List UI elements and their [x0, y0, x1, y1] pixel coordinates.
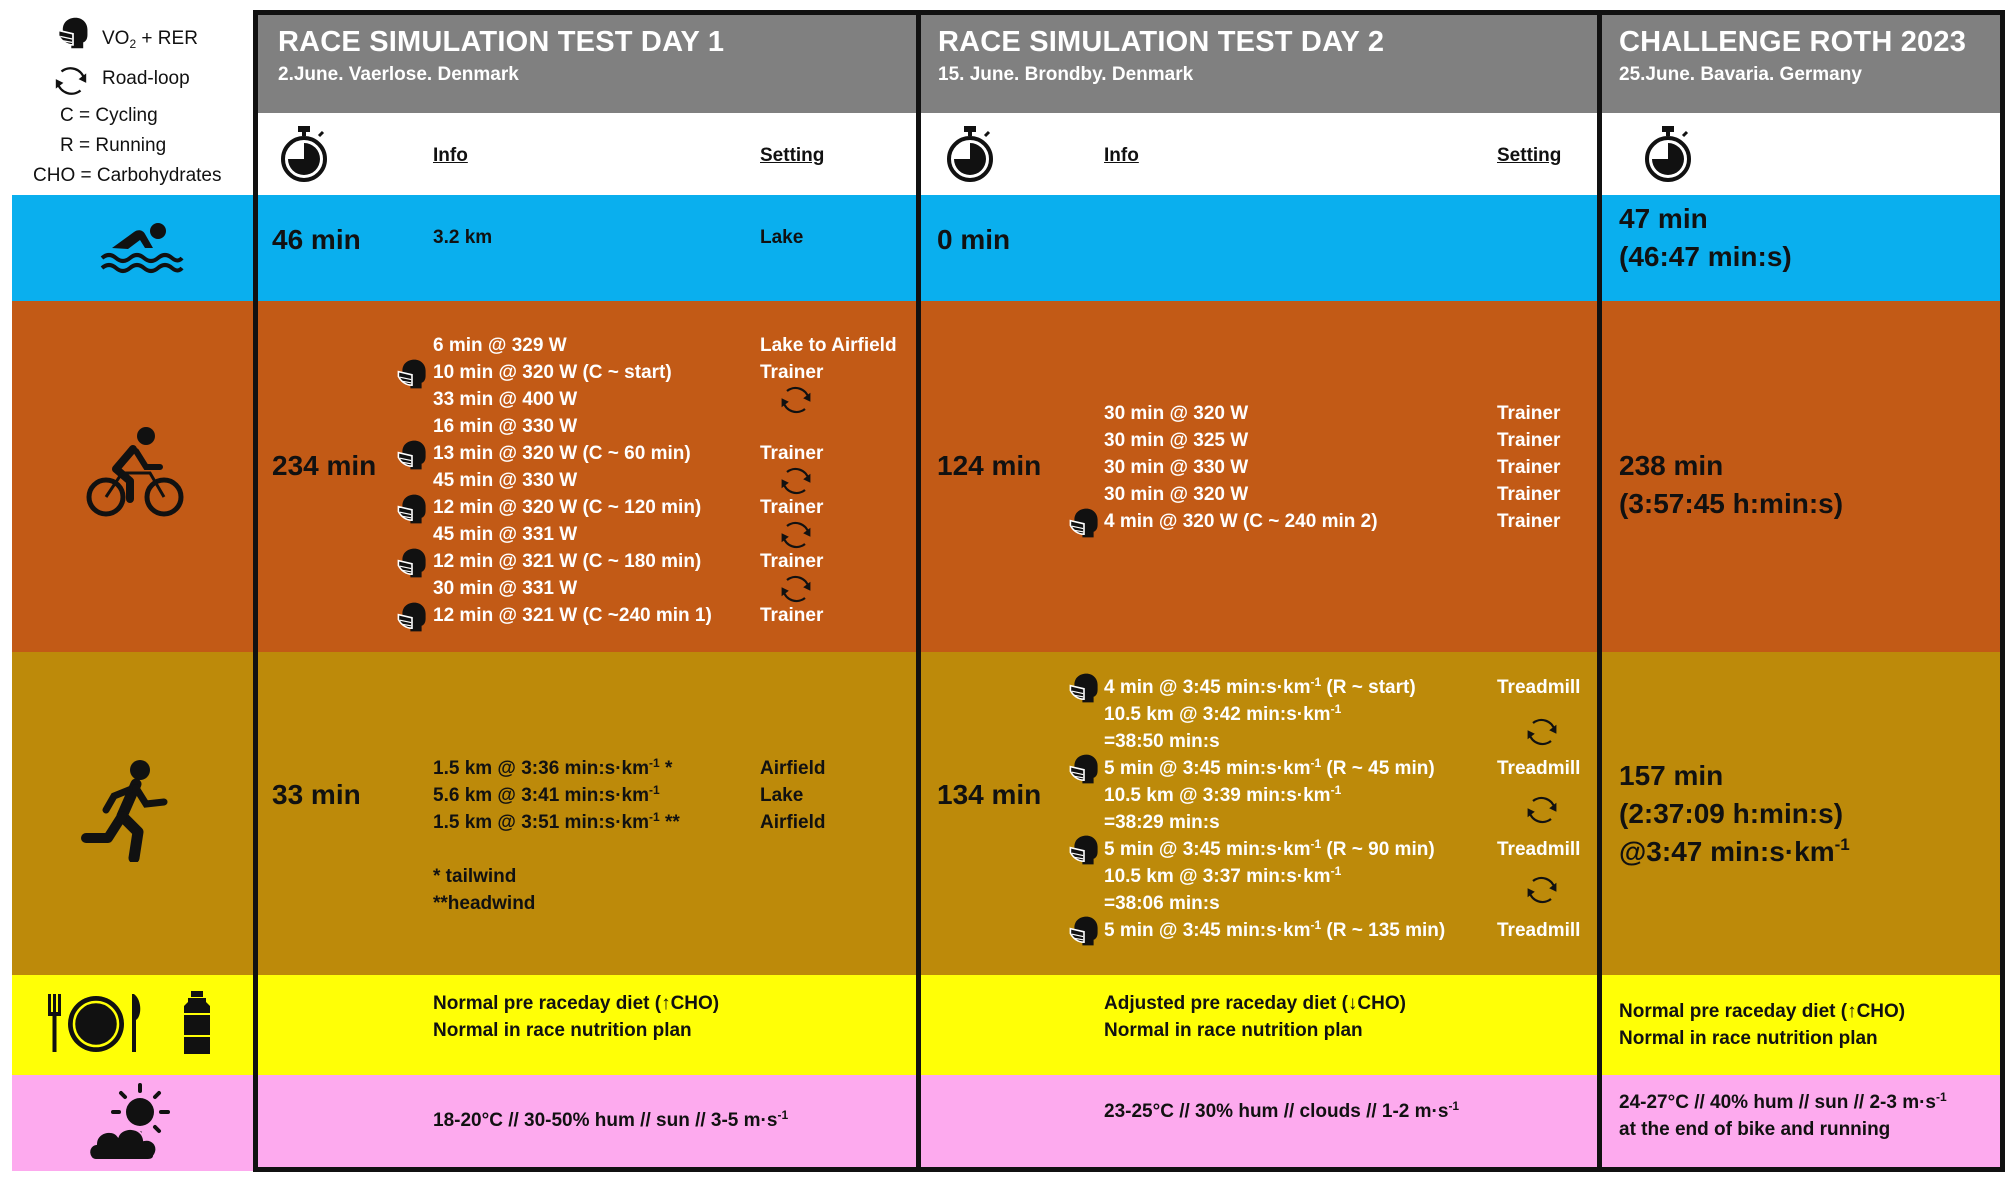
day1-bike-row: 10 min @ 320 W (C ~ start): [433, 362, 672, 383]
day2-bike-setting: Trainer: [1497, 403, 1561, 424]
day1-run-row: 1.5 km @ 3:36 $\min:s\cdot km^{-1}$ *: [433, 756, 673, 779]
legend-cycling: C = Cycling: [60, 105, 158, 126]
day2-bike-row: 30 min @ 330 W: [1104, 457, 1249, 478]
day2-bike-row: 4 min @ 320 W (C ~ 240 min 2): [1104, 511, 1378, 532]
day2-run-row: =38:29 min:s: [1104, 812, 1220, 833]
day2-subtitle: 15. June. Brondby. Denmark: [938, 64, 1194, 85]
swimmer-icon: [98, 218, 184, 274]
day2-info-label: Info: [1104, 145, 1139, 166]
day1-bike-setting: Trainer: [760, 551, 824, 572]
day1-bike-setting: Trainer: [760, 443, 824, 464]
day2-run-row: 5 min @ 3:45 $\min:s\cdot km^{-1}$ (R ~ 45 min): [1104, 756, 1435, 779]
mask-icon: [56, 16, 90, 50]
roth-swim-time: 47 min: [1619, 203, 1708, 234]
roth-food-line: Normal in race nutrition plan: [1619, 1028, 1878, 1049]
day2-bike-row: 30 min @ 320 W: [1104, 403, 1249, 424]
day2-swim-duration: 0 min: [937, 224, 1011, 255]
day2-setting-label: Setting: [1497, 145, 1562, 166]
day1-bike-row: 6 min @ 329 W: [433, 335, 567, 356]
day2-weather: 23-25°C // 30% hum // clouds // 1-2 $m\cdot s^{-1}$: [1104, 1099, 1460, 1122]
table-frame: [253, 10, 2005, 1172]
day1-bike-setting: Trainer: [760, 497, 824, 518]
day2-food-line: Normal in race nutrition plan: [1104, 1020, 1363, 1041]
day1-swim-setting: Lake: [760, 227, 804, 248]
day1-run-row: 5.6 km @ 3:41 $\min:s\cdot km^{-1}$: [433, 783, 660, 806]
day2-bike-row: 30 min @ 325 W: [1104, 430, 1249, 451]
day1-subtitle: 2.June. Vaerlose. Denmark: [278, 64, 519, 85]
day2-run-row: 10.5 km @ 3:39 $\min:s\cdot km^{-1}$: [1104, 783, 1342, 806]
day1-info-label: Info: [433, 145, 468, 166]
day1-bike-row: 12 min @ 321 W (C ~240 min 1): [433, 605, 712, 626]
day1-title: RACE SIMULATION TEST DAY 1: [278, 26, 725, 58]
day1-run-setting: Airfield: [760, 758, 826, 779]
legend-running: R = Running: [60, 135, 167, 156]
column-separator: [916, 10, 921, 1172]
day1-run-setting: Airfield: [760, 812, 826, 833]
day2-run-row: 10.5 km @ 3:42 $\min:s\cdot km^{-1}$: [1104, 702, 1342, 725]
roth-run-time: 157 min: [1619, 760, 1724, 791]
day1-bike-setting: Trainer: [760, 605, 824, 626]
roth-bike-split: (3:57:45 h:min:s): [1619, 488, 1844, 519]
day2-bike-setting: Trainer: [1497, 457, 1561, 478]
roth-run-pace: @3:47 $\min:s\cdot km^{-1}$: [1619, 835, 1850, 867]
day1-swim-info: 3.2 km: [433, 227, 493, 248]
day1-run-note: * tailwind: [433, 866, 517, 887]
day1-bike-row: 30 min @ 331 W: [433, 578, 578, 599]
day1-weather: 18-20°C // 30-50% hum // sun // 3-5 $m\cdot s^{-1}$: [433, 1108, 789, 1131]
day2-run-setting: Treadmill: [1497, 920, 1581, 941]
roth-weather-line: at the end of bike and running: [1619, 1119, 1891, 1140]
day1-bike-setting: Trainer: [760, 362, 824, 383]
day1-bike-row: 45 min @ 330 W: [433, 470, 578, 491]
runner-icon: [80, 758, 172, 862]
day2-run-row: 4 min @ 3:45 $\min:s\cdot km^{-1}$ (R ~ start): [1104, 675, 1416, 698]
column-separator: [1597, 10, 1602, 1172]
roth-food-line: Normal pre raceday diet (↑CHO): [1619, 1001, 1906, 1022]
bottle-icon: [180, 990, 214, 1058]
legend-carbohydrates: CHO = Carbohydrates: [33, 165, 222, 186]
day1-bike-row: 45 min @ 331 W: [433, 524, 578, 545]
roth-run-split: (2:37:09 h:min:s): [1619, 798, 1844, 829]
day1-bike-setting: Lake to Airfield: [760, 335, 897, 356]
day1-food-line: Normal in race nutrition plan: [433, 1020, 692, 1041]
day2-run-row: 5 min @ 3:45 $\min:s\cdot km^{-1}$ (R ~ 90 min): [1104, 837, 1435, 860]
day1-bike-row: 13 min @ 320 W (C ~ 60 min): [433, 443, 691, 464]
sun-cloud-icon: [88, 1082, 180, 1166]
roth-subtitle: 25.June. Bavaria. Germany: [1619, 64, 1862, 85]
day2-run-setting: Treadmill: [1497, 677, 1581, 698]
day2-run-row: =38:06 min:s: [1104, 893, 1220, 914]
roth-title: CHALLENGE ROTH 2023: [1619, 26, 1967, 58]
day2-bike-setting: Trainer: [1497, 484, 1561, 505]
day1-run-note: **headwind: [433, 893, 536, 914]
plate-cutlery-icon: [44, 990, 150, 1056]
day2-run-row: 10.5 km @ 3:37 $\min:s\cdot km^{-1}$: [1104, 864, 1342, 887]
day1-bike-row: 12 min @ 321 W (C ~ 180 min): [433, 551, 702, 572]
day1-run-row: 1.5 km @ 3:51 $\min:s\cdot km^{-1}$ **: [433, 810, 680, 833]
day2-bike-setting: Trainer: [1497, 511, 1561, 532]
day2-run-row: =38:50 min:s: [1104, 731, 1220, 752]
day1-food-line: Normal pre raceday diet (↑CHO): [433, 993, 720, 1014]
day1-bike-row: 16 min @ 330 W: [433, 416, 578, 437]
legend-vo2: $VO_2$ + RER: [102, 28, 198, 51]
day2-run-setting: Treadmill: [1497, 839, 1581, 860]
day2-run-duration: 134 min: [937, 779, 1042, 810]
day1-bike-row: 33 min @ 400 W: [433, 389, 578, 410]
day1-run-duration: 33 min: [272, 779, 361, 810]
day2-run-setting: Treadmill: [1497, 758, 1581, 779]
day1-swim-duration: 46 min: [272, 224, 361, 255]
legend-road-loop: Road-loop: [102, 68, 190, 89]
day2-bike-row: 30 min @ 320 W: [1104, 484, 1249, 505]
roth-bike-time: 238 min: [1619, 450, 1724, 481]
day1-bike-row: 12 min @ 320 W (C ~ 120 min): [433, 497, 702, 518]
day1-run-setting: Lake: [760, 785, 804, 806]
cyclist-icon: [86, 425, 184, 523]
day2-bike-setting: Trainer: [1497, 430, 1561, 451]
day1-setting-label: Setting: [760, 145, 825, 166]
day1-bike-duration: 234 min: [272, 450, 377, 481]
day2-title: RACE SIMULATION TEST DAY 2: [938, 26, 1385, 58]
day2-bike-duration: 124 min: [937, 450, 1042, 481]
roth-weather-line: 24-27°C // 40% hum // sun // 2-3 $m\cdot s^{-1}$: [1619, 1090, 1947, 1113]
day2-run-row: 5 min @ 3:45 $\min:s\cdot km^{-1}$ (R ~ 135 min): [1104, 918, 1446, 941]
road-loop-icon: [52, 62, 90, 100]
roth-swim-split: (46:47 min:s): [1619, 241, 1792, 272]
day2-food-line: Adjusted pre raceday diet (↓CHO): [1104, 993, 1406, 1014]
